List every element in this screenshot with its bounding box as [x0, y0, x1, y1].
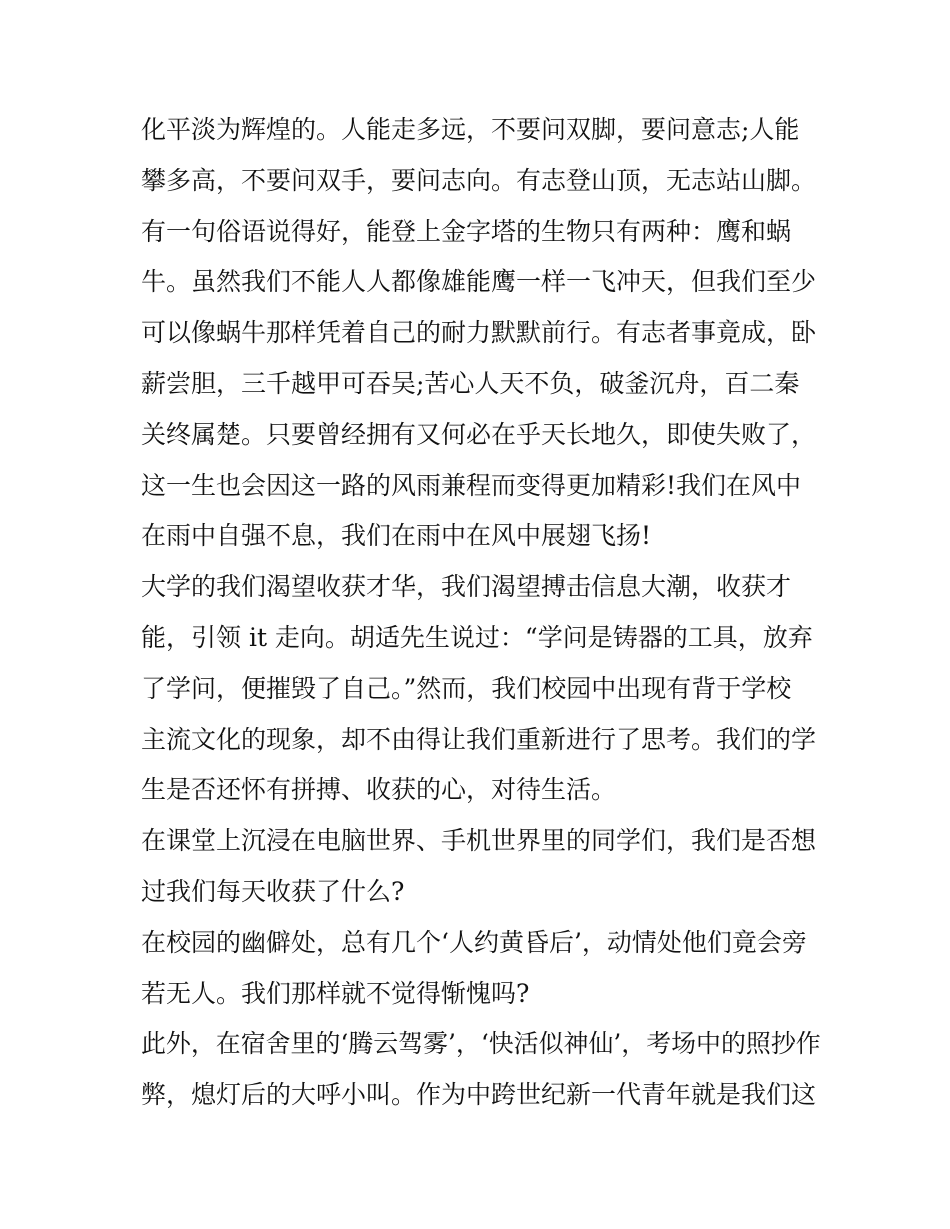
- text-line: 了学问，便摧毁了自己。”然而，我们校园中出现有背于学校: [141, 673, 792, 703]
- text-line: 可以像蜗牛那样凭着自己的耐力默默前行。有志者事竟成，卧: [141, 318, 817, 348]
- text-line: 此外，在宿舍里的‘腾云驾雾’，‘快活似神仙’，考场中的照抄作: [141, 1029, 821, 1059]
- text-line: 若无人。我们那样就不觉得惭愧吗?: [141, 978, 530, 1008]
- text-line: 弊，熄灯后的大呼小叫。作为中跨世纪新一代青年就是我们这: [141, 1080, 817, 1110]
- text-line: 牛。虽然我们不能人人都像雄能鹰一样一飞冲天，但我们至少: [141, 267, 817, 297]
- text-line: 生是否还怀有拼搏、收获的心，对待生活。: [141, 775, 617, 805]
- text-line: 大学的我们渴望收获才华，我们渴望搏击信息大潮，收获才: [141, 572, 792, 602]
- text-line: 化平淡为辉煌的。人能走多远，不要问双脚，要问意志;人能: [141, 115, 800, 144]
- text-line: 主流文化的现象，却不由得让我们重新进行了思考。我们的学: [141, 724, 817, 754]
- text-line: 攀多高，不要问双手，要问志向。有志登山顶，无志站山脚。: [141, 165, 817, 195]
- text-line: 在雨中自强不息，我们在雨中在风中展翅飞扬!: [141, 521, 652, 551]
- text-line: 在校园的幽僻处，总有几个‘人约黄昏后’，动情处他们竟会旁: [141, 927, 807, 957]
- text-line: 过我们每天收获了什么?: [141, 876, 405, 906]
- text-line: 这一生也会因这一路的风雨兼程而变得更加精彩!我们在风中: [141, 470, 802, 500]
- text-line: 有一句俗语说得好，能登上金字塔的生物只有两种：鹰和蜗: [141, 216, 792, 246]
- body-text: [141, 109, 821, 1125]
- text-line: 关终属楚。只要曾经拥有又何必在乎天长地久，即使失败了，: [141, 419, 817, 449]
- text-line: 薪尝胆，三千越甲可吞吴;苦心人天不负，破釜沉舟，百二秦: [141, 368, 800, 398]
- text-line: 在课堂上沉浸在电脑世界、手机世界里的同学们，我们是否想: [141, 826, 817, 856]
- text-line: 能，引领 it 走向。胡适先生说过：“学问是铸器的工具，放弃: [141, 622, 813, 652]
